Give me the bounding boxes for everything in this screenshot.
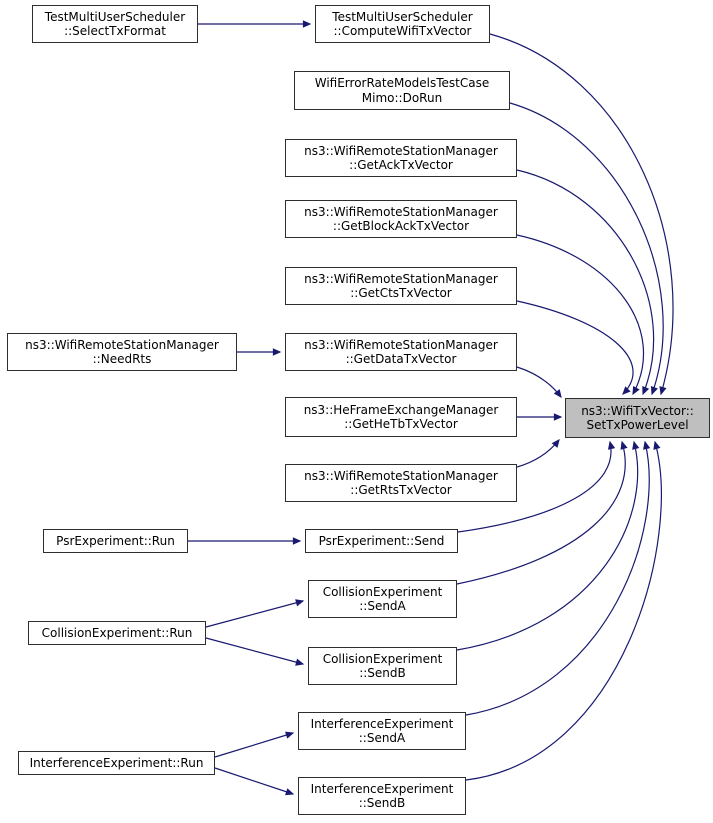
node-label-line: ::NeedRts [92, 352, 152, 366]
edge-get-block-ack-tx-vector-to-set-tx-power-level [517, 235, 644, 394]
node-set-tx-power-level [565, 398, 710, 438]
edge-get-cts-tx-vector-to-set-tx-power-level [517, 301, 633, 394]
node-compute-wifi-tx-vector[interactable] [315, 5, 490, 43]
node-label-line: ::GetBlockAckTxVector [332, 219, 470, 233]
node-get-he-tb-tx-vector[interactable] [285, 397, 517, 437]
node-label-line: SetTxPowerLevel [586, 418, 689, 432]
node-label-line: CollisionExperiment::Run [41, 625, 193, 640]
node-label-line: WifiErrorRateModelsTestCase [314, 76, 490, 90]
node-collision-run[interactable] [28, 621, 206, 645]
node-label-line: ::SendA [359, 599, 406, 613]
node-label-line: InterferenceExperiment::Run [29, 755, 204, 770]
node-interference-send-b[interactable] [298, 777, 466, 815]
node-label-line: ::SelectTxFormat [64, 24, 166, 38]
node-interference-send-a[interactable] [298, 712, 466, 750]
node-psr-run[interactable] [43, 529, 188, 553]
node-get-ack-tx-vector[interactable] [285, 139, 517, 177]
node-get-block-ack-tx-vector[interactable] [285, 200, 517, 238]
node-label-line: ns3::WifiRemoteStationManager [304, 337, 498, 352]
node-need-rts[interactable] [7, 333, 237, 371]
node-label-line: Mimo::DoRun [361, 90, 443, 105]
node-label-line: PsrExperiment::Run [56, 533, 175, 548]
node-label-line: ns3::WifiRemoteStationManager [25, 337, 219, 352]
node-collision-send-b[interactable] [308, 647, 457, 685]
edge-mimo-dorun-to-set-tx-power-level [510, 103, 663, 394]
node-get-rts-tx-vector[interactable] [285, 464, 517, 502]
node-label-line: ns3::WifiRemoteStationManager [304, 204, 498, 219]
node-label-line: ns3::HeFrameExchangeManager [303, 402, 499, 417]
node-label-line: ns3::WifiTxVector:: [581, 403, 694, 418]
node-get-cts-tx-vector[interactable] [285, 267, 517, 305]
node-label-line: ::SendB [358, 796, 406, 810]
node-interference-run[interactable] [18, 751, 215, 775]
edge-get-rts-tx-vector-to-set-tx-power-level [517, 440, 559, 467]
edge-interference-run-to-interference-send-b [215, 768, 293, 794]
node-label-line: PsrExperiment::Send [318, 533, 445, 548]
node-label-line: ns3::WifiRemoteStationManager [304, 271, 498, 286]
node-label-line: ::GetHeTbTxVector [344, 417, 458, 431]
edge-get-ack-tx-vector-to-set-tx-power-level [517, 170, 654, 394]
node-label-line: ::SendB [359, 666, 406, 680]
edge-compute-wifi-tx-vector-to-set-tx-power-level [490, 34, 673, 394]
node-label-line: ::ComputeWifiTxVector [333, 24, 472, 38]
node-select-tx-format[interactable] [32, 5, 198, 43]
node-mimo-dorun[interactable] [294, 71, 510, 110]
node-label-line: InterferenceExperiment [310, 781, 454, 796]
node-label-line: ns3::WifiRemoteStationManager [304, 143, 498, 158]
node-label-line: ::GetDataTxVector [345, 352, 457, 366]
node-label-line: ::GetRtsTxVector [350, 483, 452, 497]
edge-collision-run-to-collision-send-b [206, 638, 303, 664]
node-get-data-tx-vector[interactable] [285, 333, 517, 371]
node-label-line: ::SendA [358, 731, 406, 745]
node-psr-send[interactable] [305, 529, 458, 553]
edge-interference-run-to-interference-send-a [215, 733, 293, 757]
edge-collision-run-to-collision-send-a [206, 601, 303, 627]
node-label-line: TestMultiUserScheduler [332, 9, 473, 24]
node-label-line: CollisionExperiment [322, 584, 443, 599]
node-label-line: CollisionExperiment [322, 651, 443, 666]
node-collision-send-a[interactable] [308, 580, 457, 618]
node-label-line: ::GetAckTxVector [349, 158, 453, 172]
node-label-line: TestMultiUserScheduler [44, 9, 186, 24]
node-label-line: InterferenceExperiment [310, 716, 454, 731]
edge-get-data-tx-vector-to-set-tx-power-level [517, 367, 561, 397]
node-label-line: ::GetCtsTxVector [350, 286, 452, 300]
node-label-line: ns3::WifiRemoteStationManager [304, 468, 498, 483]
